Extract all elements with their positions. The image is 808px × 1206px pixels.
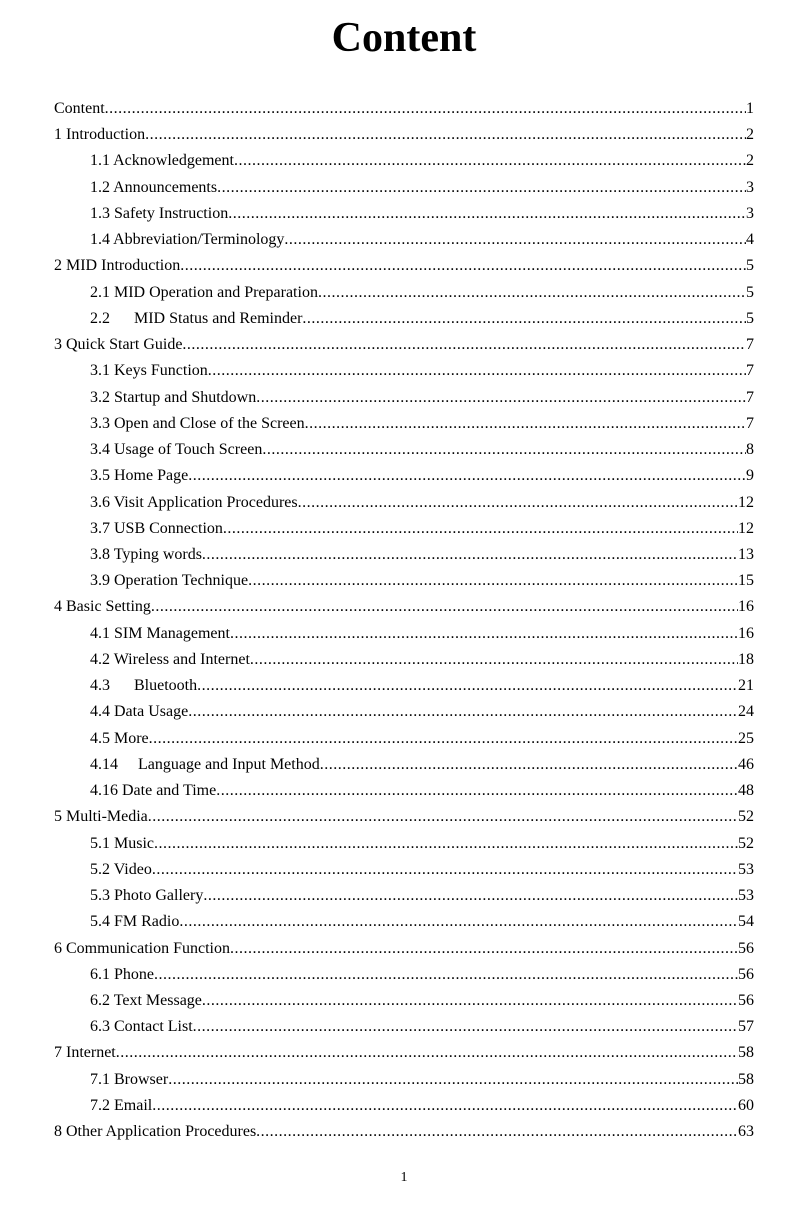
toc-entry[interactable] <box>54 201 754 227</box>
toc-entry-page-number: 48 <box>738 782 754 800</box>
toc-entry[interactable] <box>54 1014 754 1040</box>
toc-entry-label: 4.1 SIM Management <box>90 624 230 642</box>
toc-entry[interactable] <box>54 122 754 148</box>
toc-entry[interactable] <box>54 621 754 647</box>
toc-entry-page-number: 54 <box>738 913 754 931</box>
toc-entry-page-number: 56 <box>738 939 754 957</box>
toc-leader-dots <box>168 1067 738 1093</box>
toc-entry-page-number: 5 <box>746 283 754 301</box>
toc-entry-page-number: 2 <box>746 126 754 144</box>
toc-entry[interactable] <box>54 594 754 620</box>
toc-entry-label: 4.5 More <box>90 729 149 747</box>
toc-entry[interactable] <box>54 699 754 725</box>
toc-entry[interactable] <box>54 175 754 201</box>
toc-leader-dots <box>182 332 746 358</box>
toc-entry-label: 3.7 USB Connection <box>90 519 223 537</box>
toc-entry-label: Content <box>54 100 105 117</box>
toc-entry-label: 5.1 Music <box>90 834 154 852</box>
toc-entry[interactable] <box>54 962 754 988</box>
toc-entry-label: 5 Multi-Media <box>54 808 148 826</box>
toc-leader-dots <box>193 1014 738 1040</box>
toc-entry-page-number: 56 <box>738 991 754 1009</box>
toc-entry-page-number: 8 <box>746 441 754 459</box>
toc-leader-dots <box>197 673 738 699</box>
toc-entry[interactable] <box>54 831 754 857</box>
toc-entry-page-number: 57 <box>738 1018 754 1036</box>
toc-entry-page-number: 3 <box>746 204 754 222</box>
toc-leader-dots <box>256 385 746 411</box>
toc-entry-page-number: 60 <box>738 1096 754 1114</box>
toc-entry-label: 3.8 Typing words <box>90 545 202 563</box>
toc-entry[interactable] <box>54 1067 754 1093</box>
toc-leader-dots <box>203 883 738 909</box>
toc-leader-dots <box>152 1093 738 1119</box>
toc-leader-dots <box>116 1040 738 1066</box>
toc-entry[interactable] <box>54 883 754 909</box>
toc-entry-page-number: 58 <box>738 1070 754 1088</box>
toc-entry-page-number: 7 <box>746 336 754 354</box>
toc-leader-dots <box>262 437 746 463</box>
toc-entry[interactable] <box>54 988 754 1014</box>
toc-entry-label: 3 Quick Start Guide <box>54 336 183 354</box>
toc-leader-dots <box>202 542 738 568</box>
toc-leader-dots <box>188 463 746 489</box>
toc-entry-page-number: 53 <box>738 887 754 905</box>
toc-leader-dots <box>234 148 746 174</box>
toc-leader-dots <box>105 96 746 122</box>
toc-entry[interactable] <box>54 437 754 463</box>
toc-entry-page-number: 21 <box>738 677 754 695</box>
toc-entry-label: 1.2 Announcements <box>90 178 218 196</box>
toc-entry-page-number: 53 <box>738 860 754 878</box>
toc-entry[interactable] <box>54 253 754 279</box>
toc-entry-label: 4.2 Wireless and Internet <box>90 650 250 668</box>
toc-entry[interactable] <box>54 516 754 542</box>
toc-leader-dots <box>188 699 738 725</box>
toc-entry[interactable] <box>54 227 754 253</box>
toc-leader-dots <box>152 857 738 883</box>
toc-entry-label: 3.2 Startup and Shutdown <box>90 388 257 406</box>
toc-entry-label: 3.4 Usage of Touch Screen <box>90 441 263 459</box>
toc-entry-label: 4.14 Language and Input Method <box>90 755 320 773</box>
toc-leader-dots <box>223 516 738 542</box>
toc-entry-label: 1.3 Safety Instruction <box>90 204 229 222</box>
toc-leader-dots <box>179 909 738 935</box>
toc-entry-label: 3.1 Keys Function <box>90 362 208 380</box>
toc-entry-page-number: 5 <box>746 309 754 327</box>
toc-entry-page-number: 15 <box>738 572 754 590</box>
toc-entry[interactable] <box>54 909 754 935</box>
toc-leader-dots <box>180 253 746 279</box>
toc-entry-page-number: 7 <box>746 414 754 432</box>
toc-entry-label: 6.3 Contact List <box>90 1018 193 1036</box>
toc-leader-dots <box>148 804 738 830</box>
toc-entry-label: 3.9 Operation Technique <box>90 572 249 590</box>
toc-entry-label: 6.2 Text Message <box>90 991 202 1009</box>
toc-entry-page-number: 25 <box>738 729 754 747</box>
toc-entry-label: 1.1 Acknowledgement <box>90 152 234 170</box>
toc-entry-page-number: 2 <box>746 152 754 170</box>
toc-leader-dots <box>228 201 746 227</box>
toc-leader-dots <box>284 227 746 253</box>
toc-entry-page-number: 52 <box>738 834 754 852</box>
toc-entry-page-number: 1 <box>746 100 754 117</box>
toc-leader-dots <box>154 831 738 857</box>
toc-entry-label: 5.3 Photo Gallery <box>90 887 204 905</box>
toc-entry[interactable] <box>54 936 754 962</box>
toc-entry-label: 8 Other Application Procedures <box>54 1123 257 1141</box>
toc-entry[interactable] <box>54 647 754 673</box>
toc-entry[interactable] <box>54 148 754 174</box>
toc-entry-page-number: 18 <box>738 650 754 668</box>
toc-leader-dots <box>230 621 738 647</box>
toc-entry[interactable] <box>54 490 754 516</box>
toc-leader-dots <box>154 962 738 988</box>
toc-leader-dots <box>208 358 746 384</box>
toc-entry[interactable] <box>54 411 754 437</box>
toc-entry[interactable] <box>54 804 754 830</box>
toc-entry[interactable] <box>54 332 754 358</box>
toc-entry-label: 3.6 Visit Application Procedures <box>90 493 298 511</box>
toc-entry-page-number: 3 <box>746 178 754 196</box>
toc-entry-label: 5.2 Video <box>90 860 152 878</box>
toc-entry[interactable] <box>54 857 754 883</box>
toc-leader-dots <box>151 594 738 620</box>
toc-leader-dots <box>256 1119 738 1145</box>
toc-entry-label: 7.2 Email <box>90 1096 153 1114</box>
toc-leader-dots <box>305 411 746 437</box>
toc-leader-dots <box>250 647 738 673</box>
toc-entry-page-number: 58 <box>738 1044 754 1062</box>
toc-entry-page-number: 7 <box>746 388 754 406</box>
toc-leader-dots <box>217 175 746 201</box>
toc-leader-dots <box>248 568 738 594</box>
toc-entry-page-number: 46 <box>738 755 754 773</box>
toc-entry[interactable] <box>54 673 754 699</box>
toc-leader-dots <box>149 726 738 752</box>
toc-entry[interactable] <box>54 778 754 804</box>
toc-entry-page-number: 12 <box>738 519 754 537</box>
toc-entry-label: 3.5 Home Page <box>90 467 189 485</box>
toc-entry-page-number: 7 <box>746 362 754 380</box>
toc-entry[interactable] <box>54 306 754 332</box>
toc-entry-page-number: 52 <box>738 808 754 826</box>
table-of-contents <box>54 96 754 1145</box>
toc-entry-label: 7.1 Browser <box>90 1070 169 1088</box>
toc-entry-label: 6 Communication Function <box>54 939 230 957</box>
toc-entry[interactable] <box>54 726 754 752</box>
toc-entry-page-number: 5 <box>746 257 754 275</box>
toc-entry-label: 5.4 FM Radio <box>90 913 180 931</box>
toc-entry-label: 4.16 Date and Time <box>90 782 217 800</box>
toc-entry-page-number: 24 <box>738 703 754 721</box>
toc-entry-page-number: 4 <box>746 231 754 249</box>
toc-entry[interactable] <box>54 358 754 384</box>
toc-entry[interactable] <box>54 1093 754 1119</box>
toc-entry-page-number: 9 <box>746 467 754 485</box>
toc-leader-dots <box>318 280 746 306</box>
toc-entry[interactable] <box>54 385 754 411</box>
toc-leader-dots <box>298 490 738 516</box>
toc-entry[interactable] <box>54 463 754 489</box>
toc-entry-label: 6.1 Phone <box>90 965 154 983</box>
toc-entry-label: 7 Internet <box>54 1044 116 1062</box>
toc-entry-label: 2.1 MID Operation and Preparation <box>90 283 318 301</box>
page-number-footer: 1 <box>400 1170 408 1185</box>
toc-entry-label: 2.2 MID Status and Reminder <box>90 309 303 327</box>
toc-entry-label: 3.3 Open and Close of the Screen <box>90 414 305 432</box>
toc-leader-dots <box>145 122 746 148</box>
toc-entry-label: 4 Basic Setting <box>54 598 151 616</box>
toc-entry-page-number: 13 <box>738 545 754 563</box>
toc-entry-label: 1.4 Abbreviation/Terminology <box>90 231 285 249</box>
toc-entry-page-number: 12 <box>738 493 754 511</box>
toc-leader-dots <box>320 752 738 778</box>
toc-leader-dots <box>202 988 738 1014</box>
toc-entry[interactable] <box>54 752 754 778</box>
toc-entry-label: 4.3 Bluetooth <box>90 677 198 695</box>
toc-entry[interactable] <box>54 568 754 594</box>
toc-entry[interactable] <box>54 1119 754 1145</box>
toc-leader-dots <box>302 306 746 332</box>
toc-entry[interactable] <box>54 542 754 568</box>
toc-entry-label: 4.4 Data Usage <box>90 703 189 721</box>
toc-entry[interactable] <box>54 96 754 122</box>
toc-entry-page-number: 16 <box>738 598 754 616</box>
toc-entry-label: 2 MID Introduction <box>54 257 181 275</box>
toc-entry-page-number: 63 <box>738 1123 754 1141</box>
page-title: Content <box>331 15 477 61</box>
toc-entry-page-number: 56 <box>738 965 754 983</box>
toc-entry[interactable] <box>54 280 754 306</box>
toc-leader-dots <box>216 778 738 804</box>
toc-entry-label: 1 Introduction <box>54 126 146 144</box>
toc-entry[interactable] <box>54 1040 754 1066</box>
toc-entry-page-number: 16 <box>738 624 754 642</box>
toc-leader-dots <box>230 936 738 962</box>
